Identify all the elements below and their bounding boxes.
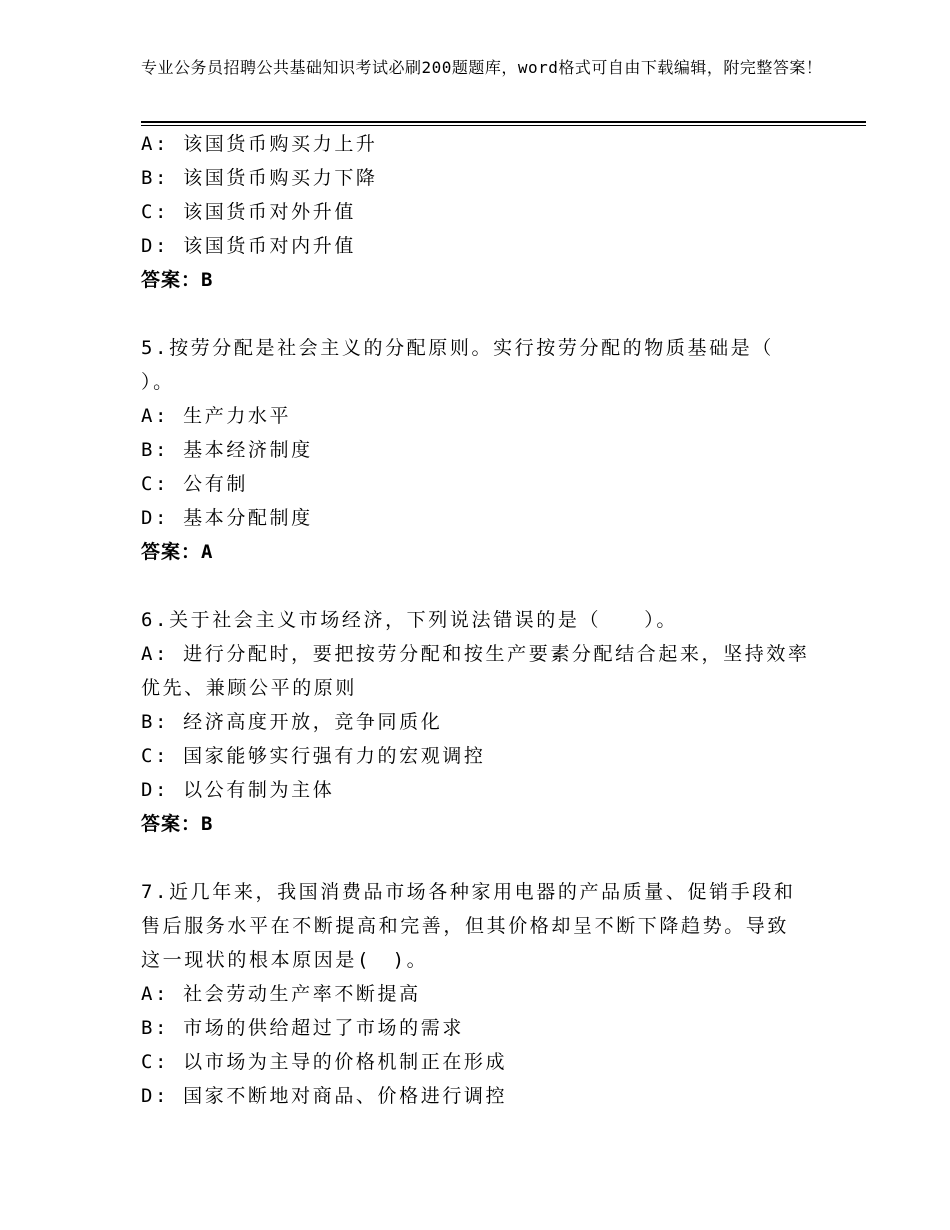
option-a-continued: 优先、兼顾公平的原则: [141, 677, 358, 699]
question-5-answer: 答案：A: [141, 541, 214, 563]
option-a: A: 生产力水平: [141, 405, 292, 427]
question-6-stem: [141, 603, 821, 637]
option-d: D: 基本分配制度: [141, 507, 313, 529]
question-6-answer: 答案：B: [141, 813, 214, 835]
header-rule-thick: [141, 121, 866, 123]
option-c: C: 国家能够实行强有力的宏观调控: [141, 745, 486, 767]
stem-line: 5.按劳分配是社会主义的分配原则。实行按劳分配的物质基础是（: [141, 337, 774, 359]
option-c: C: 公有制: [141, 473, 248, 495]
spacer: [141, 297, 821, 331]
option-b: B: 市场的供给超过了市场的需求: [141, 1017, 464, 1039]
option-b: B: 基本经济制度: [141, 439, 313, 461]
stem-line: 这一现状的根本原因是( )。: [141, 949, 429, 971]
spacer: [141, 569, 821, 603]
stem-line: 6.关于社会主义市场经济，下列说法错误的是（ ）。: [141, 609, 678, 631]
stem-line: ）。: [141, 371, 175, 393]
question-4-answer: 答案：B: [141, 269, 214, 291]
question-4-options: [141, 127, 821, 263]
option-b: B: 经济高度开放，竞争同质化: [141, 711, 443, 733]
option-b: B: 该国货币购买力下降: [141, 167, 378, 189]
question-7-options: [141, 977, 821, 1113]
question-content: [141, 127, 821, 1113]
option-d: D: 该国货币对内升值: [141, 235, 356, 257]
option-c: C: 以市场为主导的价格机制正在形成: [141, 1051, 508, 1073]
question-7-stem: [141, 875, 821, 977]
question-6-options: [141, 637, 821, 807]
stem-line: 7.近几年来，我国消费品市场各种家用电器的产品质量、促销手段和: [141, 881, 796, 903]
spacer: [141, 841, 821, 875]
option-a: A: 社会劳动生产率不断提高: [141, 983, 421, 1005]
option-d: D: 国家不断地对商品、价格进行调控: [141, 1085, 508, 1107]
option-c: C: 该国货币对外升值: [141, 201, 356, 223]
option-a: A: 进行分配时，要把按劳分配和按生产要素分配结合起来，坚持效率: [141, 643, 810, 665]
header-rule-thin: [141, 125, 866, 126]
option-d: D: 以公有制为主体: [141, 779, 335, 801]
question-5-stem: [141, 331, 821, 399]
page-header: 专业公务员招聘公共基础知识考试必刷200题题库，word格式可自由下载编辑，附完整答案！: [141, 58, 823, 77]
option-a: A: 该国货币购买力上升: [141, 133, 378, 155]
question-5-options: [141, 399, 821, 535]
stem-line: 售后服务水平在不断提高和完善，但其价格却呈不断下降趋势。导致: [141, 915, 790, 937]
